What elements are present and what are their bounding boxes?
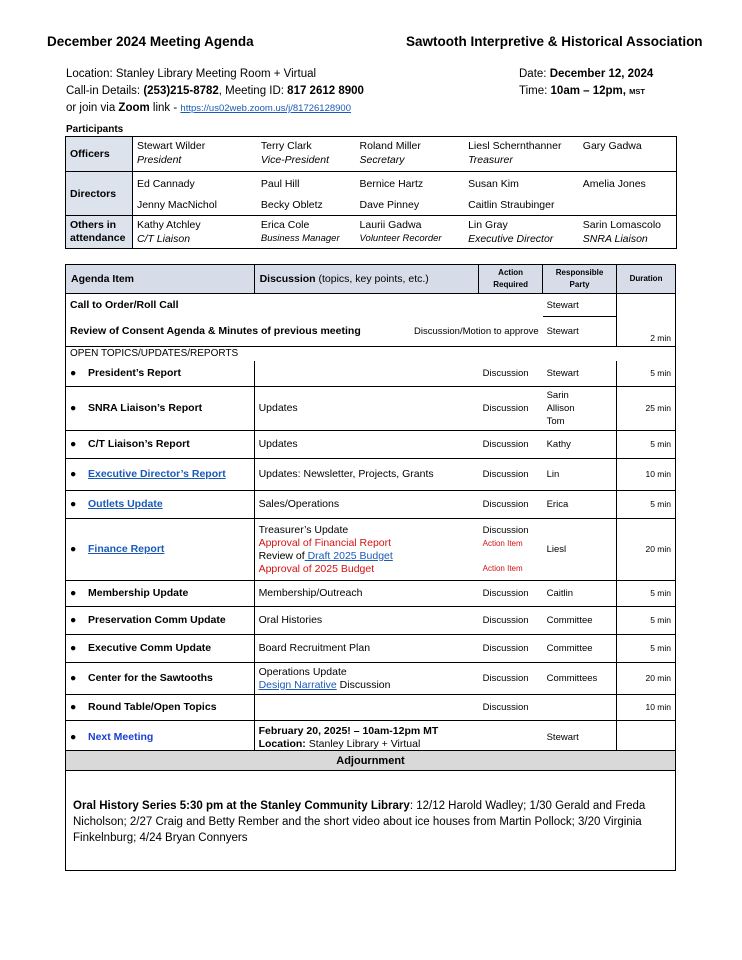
director-name: Becky Obletz [260, 199, 323, 211]
officer-name: Stewart Wilder [136, 140, 206, 152]
agenda-discussion: Oral Histories [254, 607, 479, 635]
agenda-action: Discussion [479, 635, 543, 663]
time-value: 10am – 12pm, [550, 85, 626, 97]
bullet-icon: ● [70, 468, 77, 480]
bullet-icon: ● [70, 642, 77, 654]
outlets-update-link[interactable]: Outlets Update [88, 498, 163, 510]
party-name: Allison [546, 403, 575, 414]
bullet-icon: ● [70, 543, 77, 555]
next-meeting-label: Next Meeting [88, 731, 154, 744]
agenda-item-label: Executive Comm Update [88, 642, 212, 654]
date-time-info [519, 66, 653, 100]
agenda-party: Committee [543, 635, 617, 663]
next-meeting-date: February 20, 2025! – 10am-12pm MT [258, 724, 439, 737]
bullet-icon: ● [70, 614, 77, 626]
agenda-action: Discussion [479, 361, 543, 387]
agenda-action: Discussion [479, 695, 543, 721]
agenda-table [65, 264, 676, 755]
meeting-id: 817 2612 8900 [287, 85, 364, 97]
oral-history-text: : 12/12 Harold Wadley; 1/30 Gerald and Freda Nicholson; 2/27 Craig and Betty Rember and the short video about ice houses from Martin Pollock; 3/20 Virginia Finkelnburg; 4/24 Bryan Connyers [73, 800, 646, 844]
draft-budget-link[interactable]: Draft 2025 Budget [304, 549, 393, 562]
location-label: Location: [258, 737, 306, 750]
agenda-row-membership [66, 581, 676, 607]
bullet-icon: ● [70, 438, 77, 450]
agenda-party: Lin [543, 459, 617, 491]
agenda-row-roundtable [66, 695, 676, 721]
director-name: Jenny MacNichol [136, 199, 217, 211]
agenda-discussion: Updates [254, 431, 479, 459]
other-cell [464, 216, 579, 249]
header-duration: Duration [617, 265, 676, 294]
zoom-line [66, 100, 364, 117]
directors-row-2 [66, 193, 677, 216]
callin-line [66, 83, 364, 100]
consent-action: Discussion/Motion to approve [414, 325, 539, 337]
zoom-mid: link - [149, 102, 181, 114]
design-narrative-link[interactable]: Design Narrative [258, 678, 337, 691]
agenda-item [66, 663, 255, 695]
center-line: Operations Update [258, 665, 347, 678]
other-cell [356, 216, 465, 249]
finance-review-prefix: Review of [258, 549, 305, 562]
exec-dir-report-link[interactable]: Executive Director’s Report [88, 468, 226, 480]
agenda-item [66, 387, 255, 431]
zoom-prefix: or join via [66, 102, 119, 114]
agenda-item-label: SNRA Liaison’s Report [88, 402, 203, 414]
agenda-item-label: President’s Report [88, 366, 181, 379]
call-to-order: Call to Order/Roll Call [66, 294, 543, 317]
other-role: C/T Liaison [136, 233, 191, 245]
other-cell [579, 216, 677, 249]
agenda-row-exec-dir [66, 459, 676, 491]
time-line [519, 83, 653, 100]
officer-role: Secretary [359, 154, 405, 166]
agenda-item [66, 607, 255, 635]
consent-party: Stewart [543, 317, 617, 347]
other-name: Lin Gray [468, 219, 508, 231]
officer-cell [464, 137, 579, 172]
action-item-label: Action Item [482, 564, 523, 573]
officer-role: Vice-President [260, 154, 330, 166]
officer-cell [356, 137, 465, 172]
agenda-row-presidents [66, 361, 676, 387]
agenda-row-exec-comm [66, 635, 676, 663]
agenda-discussion: Sales/Operations [254, 491, 479, 519]
other-role: SNRA Liaison [582, 233, 648, 245]
agenda-duration: 5 min [617, 607, 676, 635]
agenda-action: Discussion [479, 581, 543, 607]
agenda-discussion [254, 519, 479, 581]
director-name: Caitlin Straubinger [468, 199, 555, 211]
officers-label: Officers [66, 137, 133, 172]
date-value: December 12, 2024 [549, 68, 654, 80]
director-name: Amelia Jones [579, 172, 677, 194]
agenda-duration: 20 min [617, 663, 676, 695]
agenda-party [543, 695, 617, 721]
directors-label: Directors [66, 172, 133, 216]
consent-cell [66, 317, 539, 347]
bullet-icon: ● [70, 731, 77, 744]
bullet-icon: ● [70, 701, 77, 713]
finance-line: Approval of 2025 Budget [258, 562, 375, 575]
director-name: Paul Hill [257, 172, 356, 194]
bullet-icon: ● [70, 366, 77, 379]
center-line [259, 679, 475, 692]
date-label: Date: [519, 68, 550, 80]
agenda-item [66, 459, 255, 491]
finance-line: Treasurer’s Update [258, 523, 349, 536]
officer-cell [579, 137, 677, 172]
agenda-duration: 20 min [617, 519, 676, 581]
bullet-icon: ● [70, 498, 77, 510]
open-topics-row [66, 347, 676, 361]
agenda-duration: 10 min [617, 459, 676, 491]
agenda-discussion: Membership/Outreach [254, 581, 479, 607]
action-item-label: Action Item [482, 539, 523, 548]
agenda-discussion [254, 663, 479, 695]
header-discussion [254, 265, 479, 294]
callin-label: Call-in Details: [66, 85, 144, 97]
agenda-item [66, 581, 255, 607]
bullet-icon: ● [70, 672, 77, 684]
agenda-duration: 5 min [617, 431, 676, 459]
header-action: Action Required [479, 265, 543, 294]
others-row [66, 216, 677, 249]
agenda-item [66, 431, 255, 459]
agenda-party: Caitlin [543, 581, 617, 607]
agenda-row-finance [66, 519, 676, 581]
header-discussion-rest: (topics, key points, etc.) [315, 273, 429, 285]
officer-name: Terry Clark [260, 140, 312, 152]
agenda-party: Kathy [543, 431, 617, 459]
agenda-duration: 5 min [617, 635, 676, 663]
other-cell [132, 216, 256, 249]
location-line: Location: Stanley Library Meeting Room + Virtual [66, 68, 317, 80]
agenda-item [66, 361, 255, 387]
agenda-action: Discussion [479, 387, 543, 431]
directors-row-1 [66, 172, 677, 194]
other-name: Kathy Atchley [136, 219, 201, 231]
director-name: Bernice Hartz [356, 172, 465, 194]
agenda-row-center [66, 663, 676, 695]
agenda-item [66, 491, 255, 519]
time-label: Time: [519, 85, 551, 97]
agenda-discussion [254, 361, 479, 387]
agenda-item [66, 695, 255, 721]
agenda-party: Committee [543, 607, 617, 635]
other-name: Sarin Lomascolo [582, 219, 661, 231]
agenda-item-label: Center for the Sawtooths [88, 672, 213, 684]
agenda-item [66, 519, 255, 581]
agenda-row-ct [66, 431, 676, 459]
page-title: December 2024 Meeting Agenda [47, 34, 254, 49]
participants-table [65, 136, 677, 249]
other-name: Laurii Gadwa [359, 219, 422, 231]
agenda-item-label: Membership Update [88, 587, 189, 599]
call-to-order-party: Stewart [543, 294, 617, 317]
agenda-row-outlets [66, 491, 676, 519]
agenda-action: Discussion [479, 431, 543, 459]
agenda-action: Discussion [479, 491, 543, 519]
bullet-icon: ● [70, 587, 77, 599]
finance-line [259, 550, 475, 563]
officer-name: Gary Gadwa [582, 140, 642, 152]
agenda-duration: 5 min [617, 361, 676, 387]
other-role: Executive Director [468, 233, 554, 245]
agenda-party: Liesl [543, 519, 617, 581]
agenda-discussion: Updates [254, 387, 479, 431]
officer-cell [132, 137, 256, 172]
agenda-row-snra [66, 387, 676, 431]
time-zone: MST [629, 87, 646, 96]
callin-phone: (253)215-8782 [143, 85, 219, 97]
header-agenda-item: Agenda Item [66, 265, 255, 294]
officer-role: President [136, 154, 182, 166]
director-name: Susan Kim [464, 172, 579, 194]
consent-row [66, 317, 676, 347]
officer-role: Treasurer [468, 154, 513, 166]
oral-history-title: Oral History Series 5:30 pm at the Stanley Community Library [73, 800, 410, 812]
other-name: Erica Cole [260, 219, 310, 231]
oral-history-note [65, 771, 676, 871]
agenda-discussion: Updates: Newsletter, Projects, Grants [254, 459, 479, 491]
agenda-duration: 10 min [617, 695, 676, 721]
next-meeting-location [259, 738, 539, 751]
agenda-action: Discussion [479, 607, 543, 635]
agenda-duration: 25 min [617, 387, 676, 431]
agenda-row-preservation [66, 607, 676, 635]
callin-mid: , Meeting ID: [218, 85, 288, 97]
agenda-party: Stewart [543, 361, 617, 387]
agenda-header-row [66, 265, 676, 294]
other-cell [257, 216, 356, 249]
other-role: Business Manager [260, 233, 340, 244]
consent-duration: 2 min [617, 317, 676, 347]
agenda-action: Discussion [479, 663, 543, 695]
agenda-action: Discussion [479, 459, 543, 491]
officer-name: Roland Miller [359, 140, 421, 152]
header-party: Responsible Party [543, 265, 617, 294]
call-to-order-row [66, 294, 676, 317]
agenda-party: Erica [543, 491, 617, 519]
organization-name: Sawtooth Interpretive & Historical Association [406, 34, 703, 49]
action-text: Discussion [482, 525, 529, 536]
agenda-action [479, 519, 543, 581]
agenda-duration: 5 min [617, 581, 676, 607]
adjournment-bar: Adjournment [65, 750, 676, 771]
zoom-link[interactable]: https://us02web.zoom.us/j/81726128900 [180, 103, 351, 114]
participants-label: Participants [66, 124, 124, 135]
agenda-item [66, 635, 255, 663]
agenda-discussion [254, 695, 479, 721]
location-value: Stanley Library + Virtual [305, 737, 421, 750]
agenda-party: Committees [543, 663, 617, 695]
officer-cell [257, 137, 356, 172]
finance-line: Approval of Financial Report [258, 536, 392, 549]
header-discussion-bold: Discussion [259, 273, 316, 285]
officer-name: Liesl Schernthanner [468, 140, 562, 152]
agenda-party [543, 387, 617, 431]
agenda-item-label: Round Table/Open Topics [88, 701, 217, 713]
director-name: Dave Pinney [359, 199, 420, 211]
bullet-icon: ● [70, 402, 77, 414]
others-label: Others in attendance [66, 216, 133, 249]
agenda-item-label: Preservation Comm Update [88, 614, 226, 626]
meeting-info [66, 66, 364, 117]
date-line [519, 66, 653, 83]
party-name: Sarin [546, 390, 569, 401]
director-name: Ed Cannady [132, 172, 256, 194]
agenda-duration: 5 min [617, 491, 676, 519]
agenda-item-label: C/T Liaison’s Report [88, 438, 190, 450]
finance-report-link[interactable]: Finance Report [88, 543, 165, 555]
zoom-word: Zoom [118, 102, 150, 114]
officers-row [66, 137, 677, 172]
agenda-party: Stewart [546, 732, 579, 744]
agenda-discussion: Board Recruitment Plan [254, 635, 479, 663]
other-role: Volunteer Recorder [359, 233, 442, 244]
open-topics: OPEN TOPICS/UPDATES/REPORTS [66, 347, 676, 361]
party-name: Tom [546, 416, 565, 427]
center-line-rest: Discussion [336, 678, 391, 691]
consent-item: Review of Consent Agenda & Minutes of previous meeting [70, 324, 361, 337]
director-name [579, 193, 677, 216]
empty-duration [617, 294, 676, 317]
